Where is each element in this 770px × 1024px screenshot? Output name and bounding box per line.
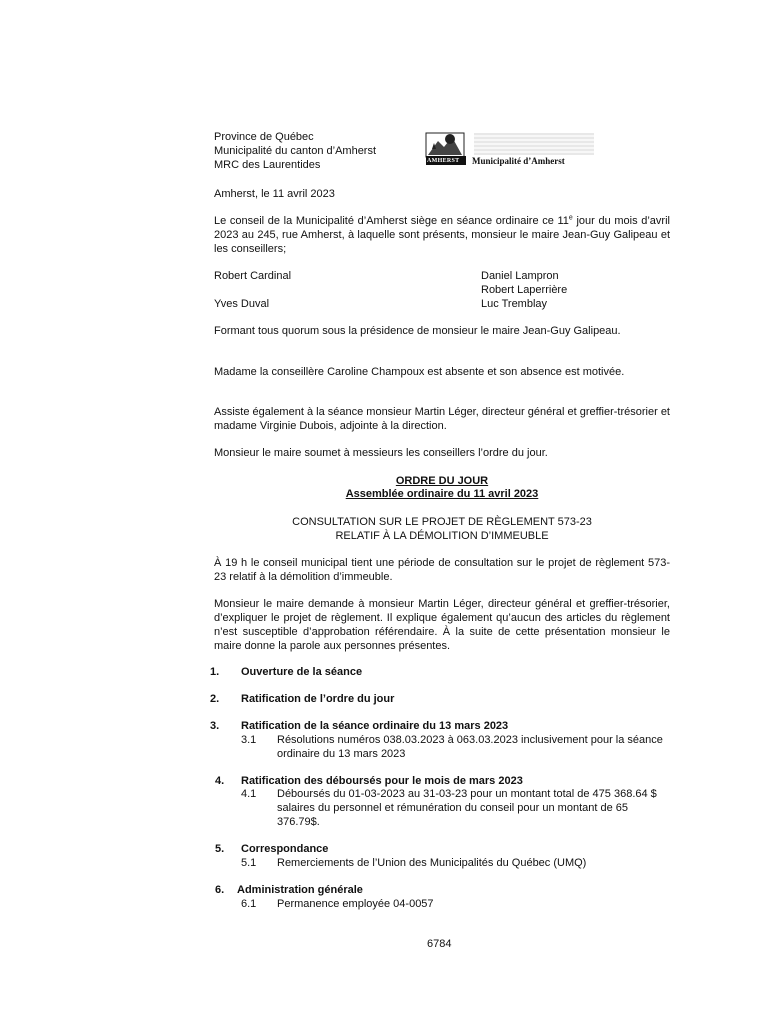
councillor-left-1: Robert Cardinal xyxy=(214,270,292,282)
page-number: 6784 xyxy=(427,938,452,950)
item-2-number: 2. xyxy=(210,693,220,705)
item-5-1-text: Remerciements de l’Union des Municipalités du Québec (UMQ) xyxy=(277,857,587,869)
item-3-number: 3. xyxy=(210,720,220,732)
date-line: Amherst, le 11 avril 2023 xyxy=(214,188,335,200)
submit-paragraph: Monsieur le maire soumet à messieurs les conseillers l’ordre du jour. xyxy=(214,447,548,459)
item-4-1-number: 4.1 xyxy=(241,788,257,800)
councillor-right-3: Luc Tremblay xyxy=(481,298,548,310)
assist-paragraph: Assiste également à la séance monsieur Martin Léger, directeur général et greffier-trésorier et madame Virginie Dubois, adjointe à la direction. xyxy=(214,406,670,432)
item-6-title: Administration générale xyxy=(237,884,363,896)
logo-faded-banner xyxy=(474,133,594,155)
logo-badge-text: AMHERST xyxy=(427,158,460,164)
item-6-number: 6. xyxy=(215,884,225,896)
agenda-title: ORDRE DU JOUR xyxy=(395,475,489,487)
item-5-title: Correspondance xyxy=(241,843,329,855)
quorum-paragraph: Formant tous quorum sous la présidence de monsieur le maire Jean-Guy Galipeau. xyxy=(214,325,621,337)
item-6-1-text: Permanence employée 04-0057 xyxy=(277,898,434,910)
header-mrc: MRC des Laurentides xyxy=(214,159,321,171)
logo-text: Municipalité d’Amherst xyxy=(472,156,565,166)
item-3-title: Ratification de la séance ordinaire du 13 mars 2023 xyxy=(241,720,509,732)
header-municipality: Municipalité du canton d’Amherst xyxy=(214,145,377,157)
item-1-title: Ouverture de la séance xyxy=(241,666,363,678)
intro-paragraph: Le conseil de la Municipalité d’Amherst siège en séance ordinaire ce 11e jour du mois d’avril 2023 au 245, rue Amherst, à laquelle sont présents, monsieur le maire Jean-Guy Galipeau et les conseillers; xyxy=(214,214,670,255)
item-5-1-number: 5.1 xyxy=(241,857,257,869)
item-4-1-text: Déboursés du 01-03-2023 au 31-03-23 pour un montant total de 475 368.64 $ salaires du personnel et rémunération du conseil pour un montant de 65 376.79$. xyxy=(277,788,657,828)
councillor-left-2: Yves Duval xyxy=(214,298,270,310)
consultation-heading-1: CONSULTATION SUR LE PROJET DE RÈGLEMENT 573-23 xyxy=(292,516,592,528)
item-4-number: 4. xyxy=(215,775,225,787)
item-6-1-number: 6.1 xyxy=(241,898,257,910)
agenda-subtitle: Assemblée ordinaire du 11 avril 2023 xyxy=(345,488,539,500)
councillor-right-1: Daniel Lampron xyxy=(481,270,559,282)
header-address xyxy=(214,130,376,172)
header-province: Province de Québec xyxy=(214,131,314,143)
item-4-title: Ratification des déboursés pour le mois de mars 2023 xyxy=(241,775,523,787)
consultation-heading-2: RELATIF À LA DÉMOLITION D’IMMEUBLE xyxy=(335,530,549,542)
consultation-paragraph-2: Monsieur le maire demande à monsieur Martin Léger, directeur général et greffier-trésorier, d’expliquer le projet de règlement. Il explique également qu’aucun des articles du règlement n’est susceptible d’approbation référendaire. À la suite de cette présentation monsieur le maire donne la parole aux personnes présentes. xyxy=(214,598,670,652)
councillor-right-2: Robert Laperrière xyxy=(481,284,568,296)
consultation-paragraph-1: À 19 h le conseil municipal tient une période de consultation sur le projet de règlement 573-23 relatif à la démolition d’immeuble. xyxy=(214,557,670,583)
absence-paragraph: Madame la conseillère Caroline Champoux est absente et son absence est motivée. xyxy=(214,366,625,378)
item-1-number: 1. xyxy=(210,666,220,678)
municipality-logo xyxy=(424,127,604,171)
item-3-1-text: Résolutions numéros 038.03.2023 à 063.03.2023 inclusivement pour la séance ordinaire du 13 mars 2023 xyxy=(277,734,663,760)
item-3-1-number: 3.1 xyxy=(241,734,257,746)
item-5-number: 5. xyxy=(215,843,225,855)
item-2-title: Ratification de l’ordre du jour xyxy=(241,693,395,705)
